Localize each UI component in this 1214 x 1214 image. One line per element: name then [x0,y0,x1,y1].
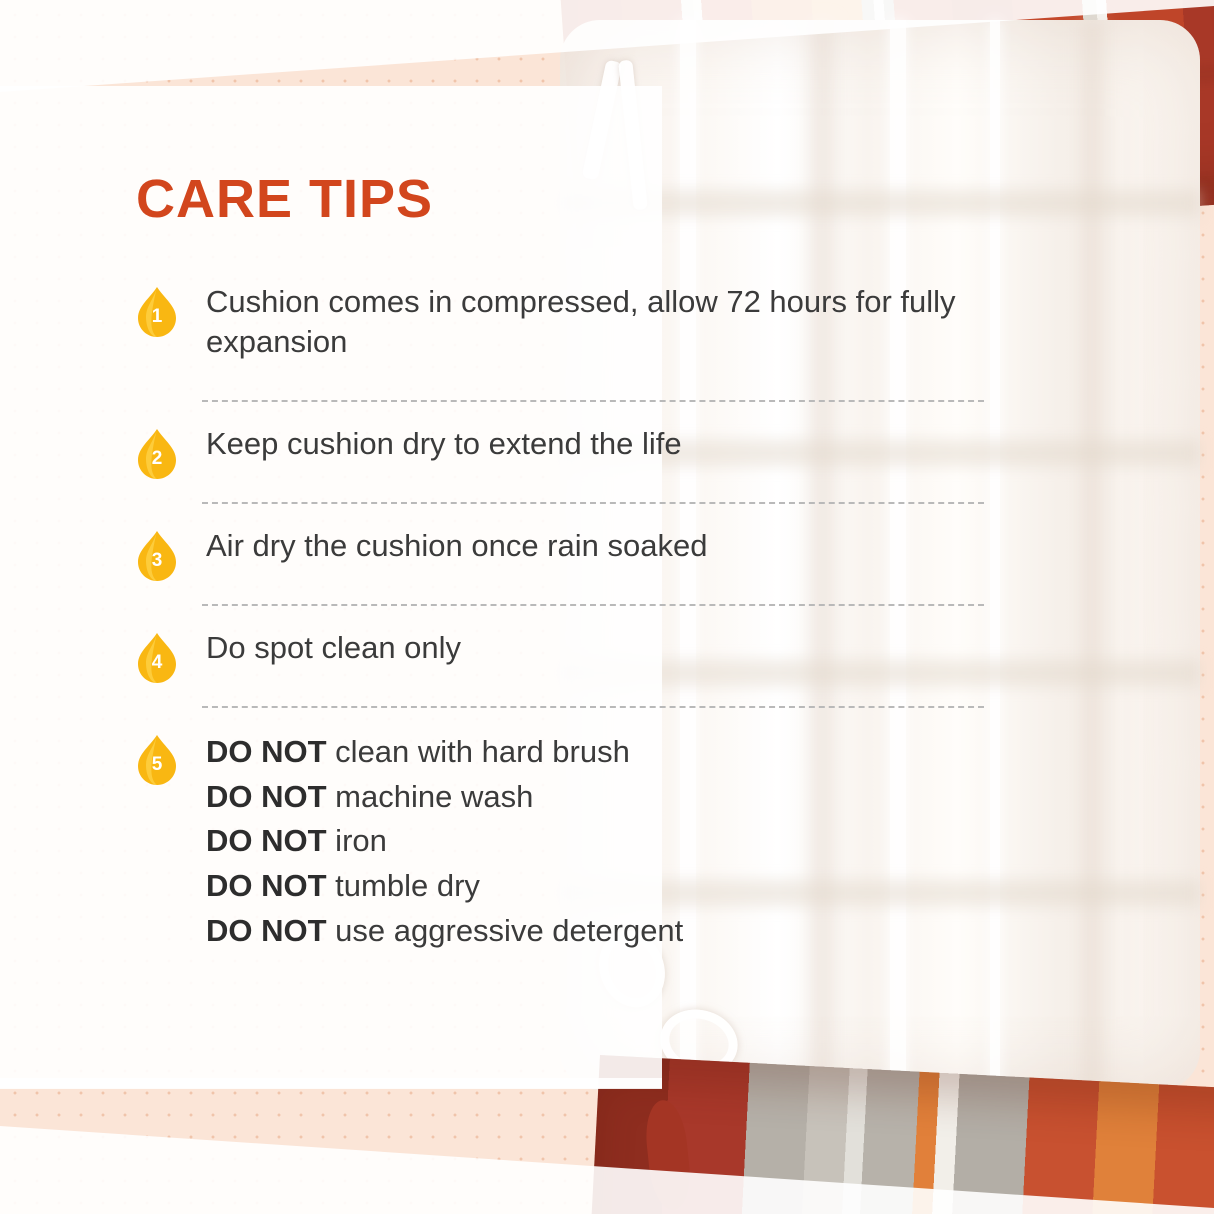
care-tips-list [136,282,996,953]
donot-label: DO NOT [206,912,327,948]
flame-icon [136,530,178,582]
donot-rest: clean with hard brush [326,734,630,769]
list-item-number: 3 [151,550,163,571]
divider [202,604,984,606]
list-item-number: 5 [151,754,163,775]
donot-rest: machine wash [326,778,534,814]
list-item [136,730,996,953]
flame-icon [136,632,178,684]
list-item-number: 2 [151,448,163,469]
donot-rest: tumble dry [326,867,480,903]
donot-rest: use aggressive detergent [326,912,684,948]
page-title: CARE TIPS [136,169,434,229]
flame-icon [136,286,178,338]
list-item-text: Keep cushion dry to extend the life [206,426,682,461]
donot-line [206,864,683,909]
list-item-text: Do spot clean only [206,630,462,665]
donot-label: DO NOT [206,734,327,769]
divider [202,706,984,708]
list-item [136,628,996,684]
flame-icon [136,734,178,786]
list-item-text: Cushion comes in compressed, allow 72 hours for fully expansion [206,284,956,359]
donot-label: DO NOT [206,823,327,859]
donot-line [206,909,683,954]
donot-line [206,819,683,864]
list-item-text: Air dry the cushion once rain soaked [206,528,708,563]
flame-icon [136,428,178,480]
list-item [136,282,996,378]
donot-rest: iron [326,823,387,859]
divider [202,502,984,504]
donot-line [206,730,683,775]
divider [202,400,984,402]
list-item [136,424,996,480]
list-item [136,526,996,582]
list-item-number: 4 [151,652,163,673]
donot-line [206,775,683,820]
list-item-number: 1 [151,306,163,327]
list-item-text [206,730,683,953]
donot-label: DO NOT [206,867,327,903]
donot-label: DO NOT [206,778,327,814]
